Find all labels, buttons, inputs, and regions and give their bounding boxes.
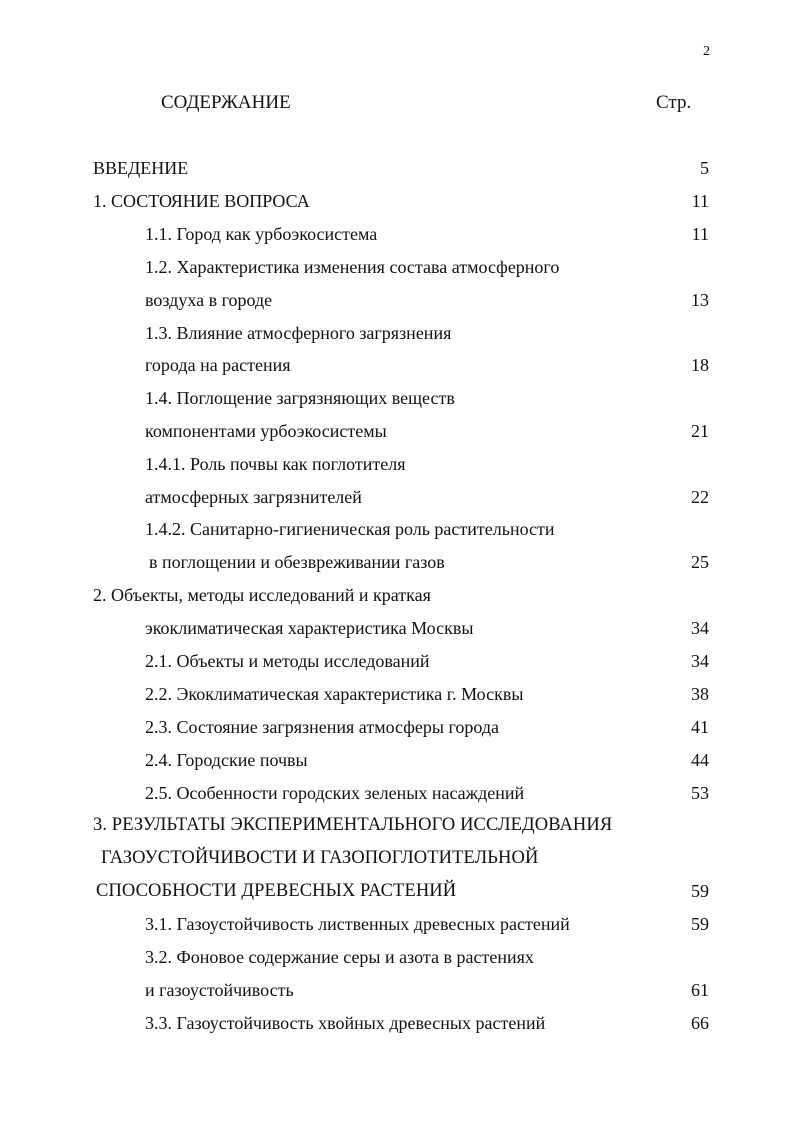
toc-entry	[0, 388, 799, 414]
toc-entry-text: 1.3. Влияние атмосферного загрязнения	[145, 323, 452, 343]
toc-entry-page: 5	[700, 158, 709, 178]
toc-entry	[0, 519, 799, 545]
toc-entry-page: 53	[691, 783, 709, 803]
toc-entry-page: 34	[691, 618, 709, 638]
toc-entry-text: ВВЕДЕНИЕ	[93, 158, 189, 178]
toc-entry-text: в поглощении и обезвреживании газов	[149, 552, 445, 572]
toc-entry-text: 2.2. Экоклиматическая характеристика г. Москвы	[145, 684, 524, 704]
toc-entry-page: 41	[691, 717, 709, 737]
toc-entry-page: 44	[691, 750, 709, 770]
toc-entry	[0, 947, 799, 973]
toc-entry	[0, 1013, 799, 1039]
toc-entry-text: атмосферных загрязнителей	[145, 487, 362, 507]
toc-entry-page: 59	[691, 914, 709, 934]
toc-entry-page: 25	[691, 552, 709, 572]
toc-entry-text: и газоустойчивость	[145, 980, 294, 1000]
toc-entry-text: 2.5. Особенности городских зеленых насаждений	[145, 783, 525, 803]
toc-entry	[0, 815, 799, 841]
toc-entry-text: воздуха в городе	[145, 290, 273, 310]
toc-entry-page: 11	[691, 224, 709, 244]
toc-entry	[0, 914, 799, 940]
toc-entry	[0, 618, 799, 644]
toc-entry-text: 1.1. Город как урбоэкосистема	[145, 224, 378, 244]
toc-entry-text: 1. СОСТОЯНИЕ ВОПРОСА	[93, 191, 310, 211]
toc-entry-page: 18	[691, 355, 709, 375]
toc-entry-page: 34	[691, 651, 709, 671]
toc-entry-page: 66	[691, 1013, 709, 1033]
toc-entry-text: 2. Объекты, методы исследований и краткая	[93, 585, 431, 605]
toc-entry	[0, 323, 799, 349]
toc-entry-page: 11	[691, 191, 709, 211]
toc-entry-page: 61	[691, 980, 709, 1000]
toc-entry-text: 1.4. Поглощение загрязняющих веществ	[145, 388, 455, 408]
toc-entry	[0, 552, 799, 578]
toc-entry-text: 3. РЕЗУЛЬТАТЫ ЭКСПЕРИМЕНТАЛЬНОГО ИССЛЕДОВАНИЯ	[93, 815, 613, 835]
toc-entry-text: 1.4.1. Роль почвы как поглотителя	[145, 454, 406, 474]
toc-entry	[0, 487, 799, 513]
toc-page-column-label: Стр.	[656, 92, 692, 113]
toc-entry-text: 2.4. Городские почвы	[145, 750, 308, 770]
toc-title: СОДЕРЖАНИЕ	[161, 92, 291, 113]
toc-entry-text: 2.3. Состояние загрязнения атмосферы города	[145, 717, 500, 737]
toc-entry-text: 2.1. Объекты и методы исследований	[145, 651, 430, 671]
toc-entry-page: 38	[691, 684, 709, 704]
toc-entry	[0, 881, 799, 907]
toc-entry-text: СПОСОБНОСТИ ДРЕВЕСНЫХ РАСТЕНИЙ	[96, 881, 457, 901]
toc-entry	[0, 717, 799, 743]
toc-entry	[0, 783, 799, 809]
toc-entry-page: 22	[691, 487, 709, 507]
toc-entry-text: города на растения	[145, 355, 291, 375]
toc-entry	[0, 585, 799, 611]
toc-entry-text: 3.3. Газоустойчивость хвойных древесных растений	[145, 1013, 546, 1033]
toc-entry	[0, 980, 799, 1006]
toc-entry	[0, 454, 799, 480]
toc-entry	[0, 750, 799, 776]
toc-entry-text: 1.2. Характеристика изменения состава атмосферного	[145, 257, 560, 277]
toc-entry	[0, 651, 799, 677]
toc-entry	[0, 158, 799, 184]
toc-entry-text: экоклиматическая характеристика Москвы	[145, 618, 474, 638]
toc-entry-text: компонентами урбоэкосистемы	[145, 421, 387, 441]
toc-entry	[0, 421, 799, 447]
toc-entry	[0, 290, 799, 316]
toc-entry	[0, 684, 799, 710]
toc-entry-page: 59	[691, 881, 709, 901]
toc-entry-text: 3.2. Фоновое содержание серы и азота в растениях	[145, 947, 534, 967]
toc-entry	[0, 355, 799, 381]
toc-entry	[0, 191, 799, 217]
toc-entry-text: 1.4.2. Санитарно-гигиеническая роль растительности	[145, 519, 555, 539]
toc-entry-page: 21	[691, 421, 709, 441]
toc-entry-text: 3.1. Газоустойчивость лиственных древесных растений	[145, 914, 570, 934]
toc-entry-page: 13	[691, 290, 709, 310]
toc-entry-text: ГАЗОУСТОЙЧИВОСТИ И ГАЗОПОГЛОТИТЕЛЬНОЙ	[101, 848, 539, 868]
page-number: 2	[703, 44, 710, 59]
toc-entry	[0, 224, 799, 250]
toc-entry	[0, 848, 799, 874]
toc-entry	[0, 257, 799, 283]
